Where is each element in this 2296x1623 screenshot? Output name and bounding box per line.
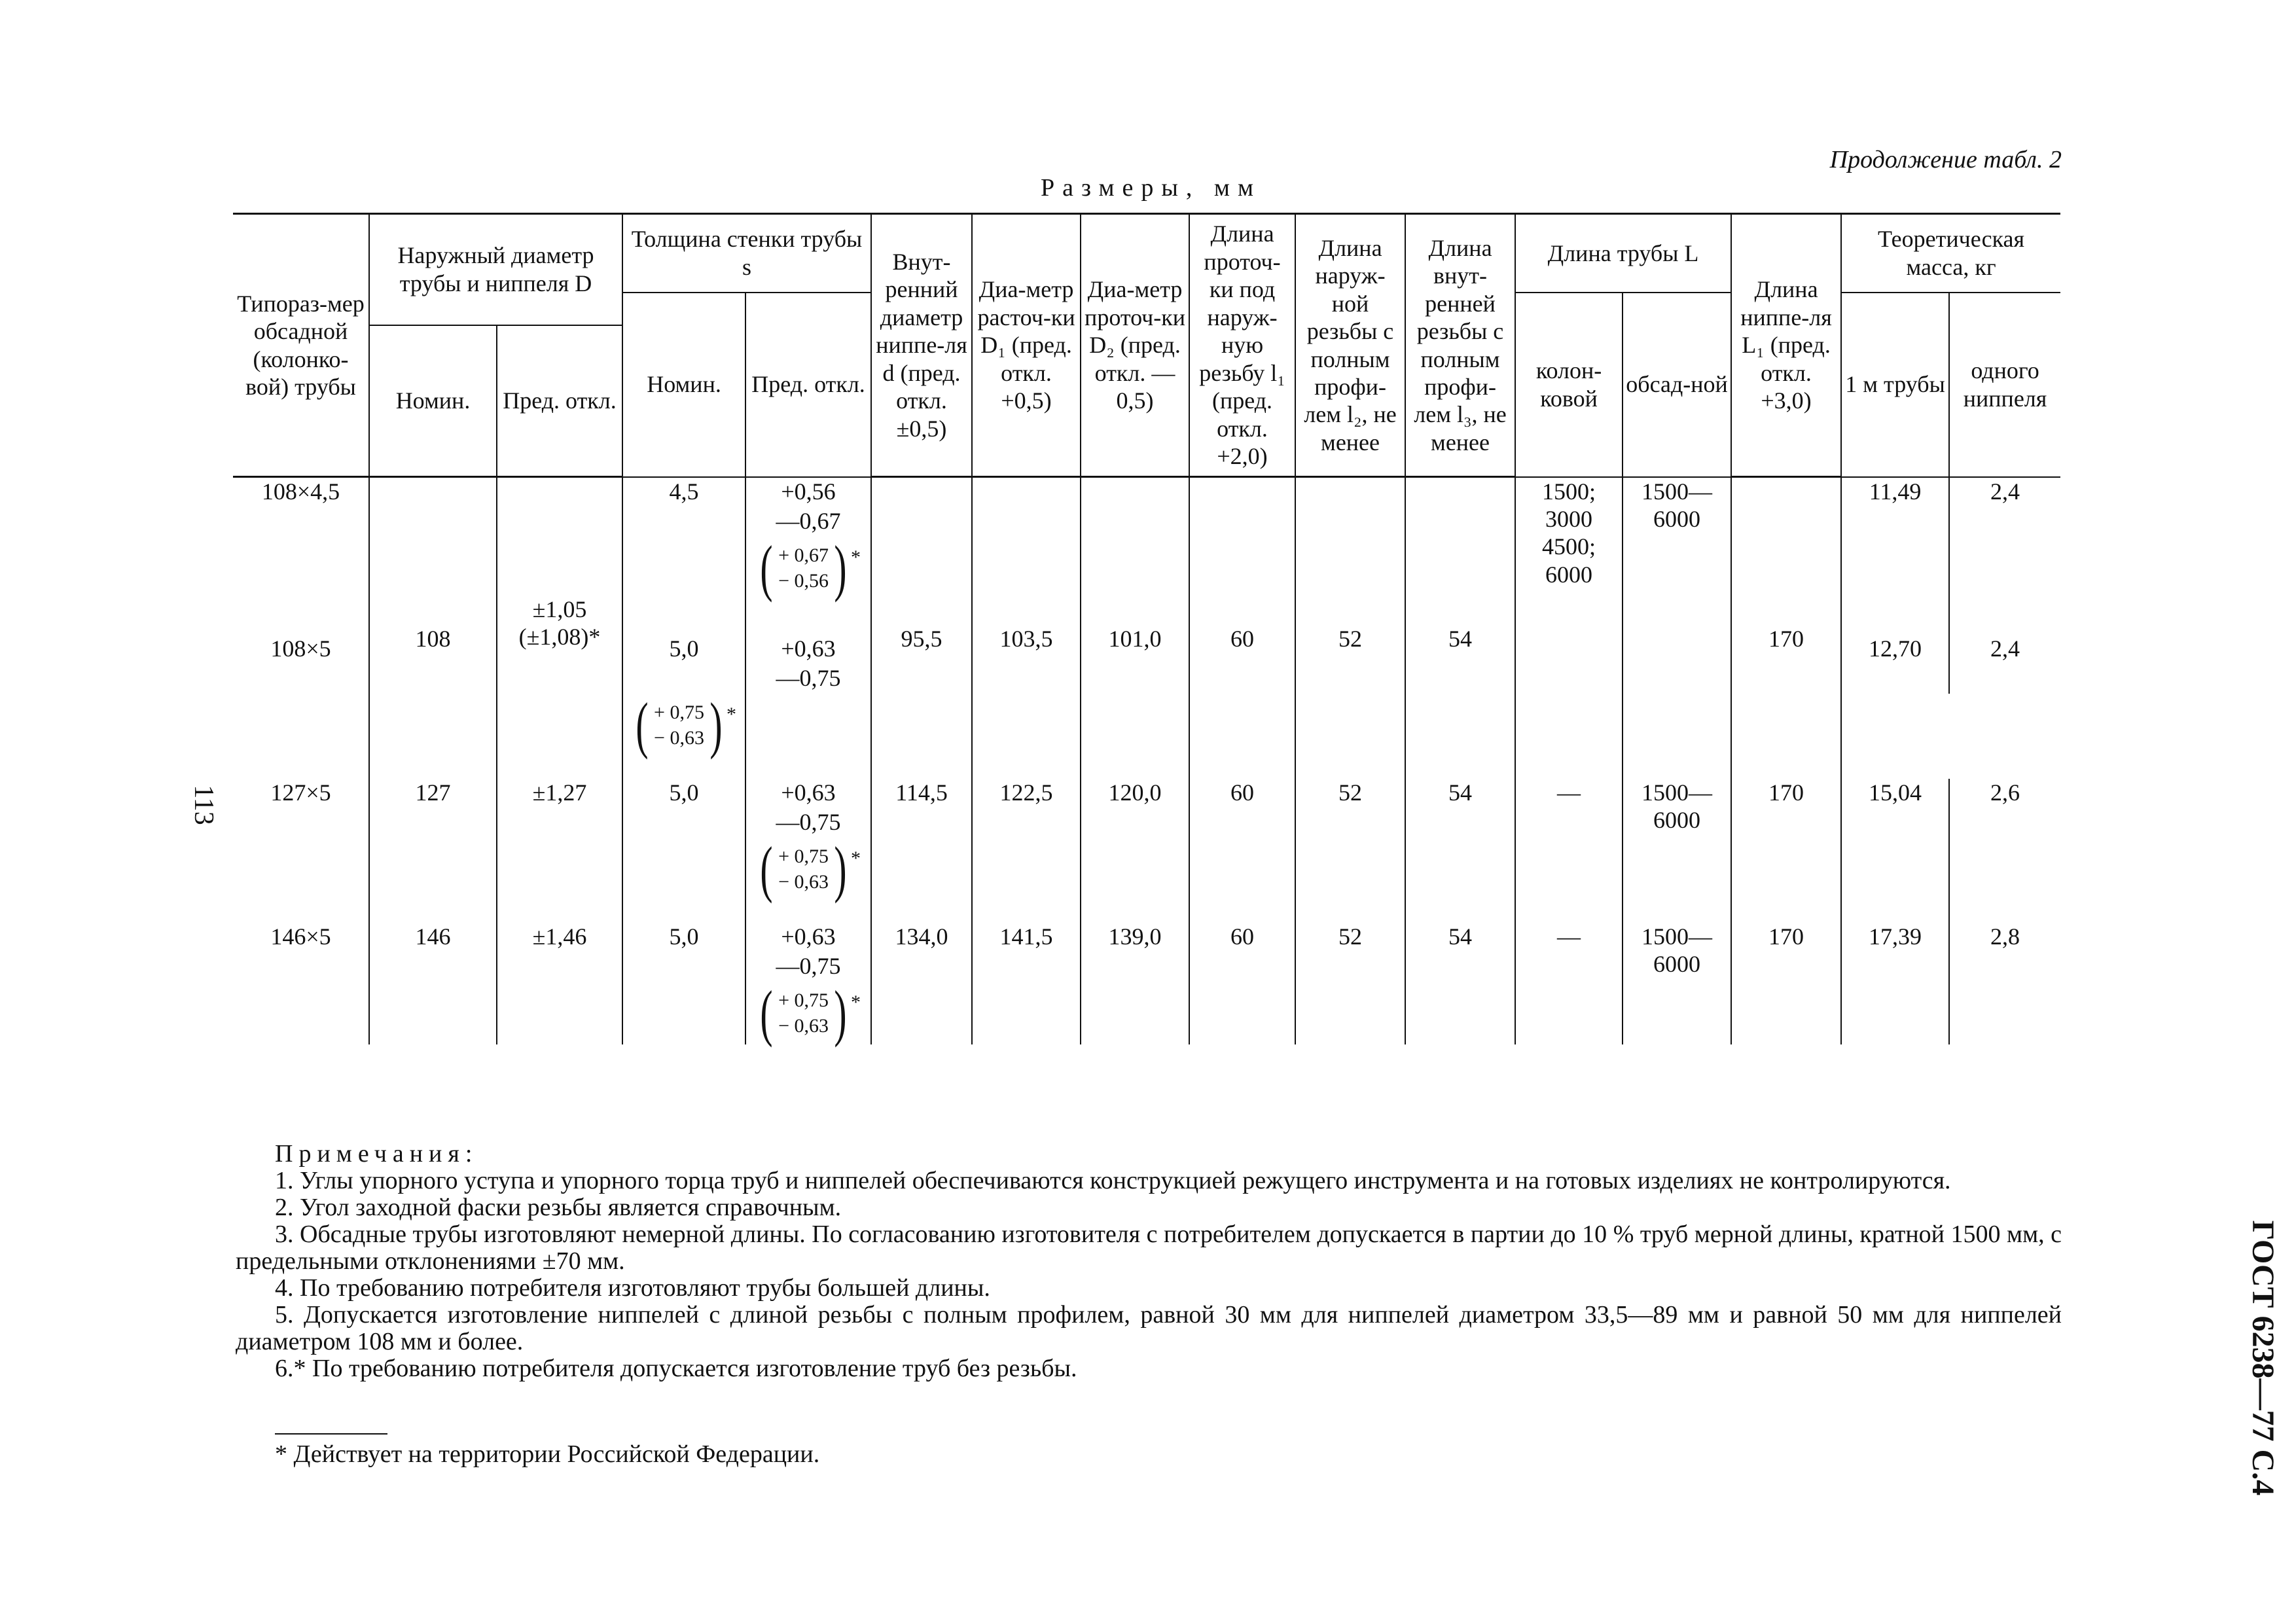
mass-per-nipple-cell: 2,4 xyxy=(1949,477,2060,508)
header-mass-per-meter: 1 м трубы xyxy=(1841,293,1949,477)
units-caption: Размеры, мм xyxy=(1041,174,1262,202)
diameter-nominal-value: 127 xyxy=(369,779,497,808)
external-thread-cell xyxy=(1295,477,1405,694)
note-item: 1. Углы упорного уступа и упорного торца труб и ниппелей обеспечиваются конструкцией режущего инструмента и на готовых изделиях не контролируются. xyxy=(275,1167,1951,1194)
header-internal-thread-length: Длина внут-ренней резьбы с полным профи-лем l₃, не менее xyxy=(1405,214,1515,477)
header-column-pipe: колон-ковой xyxy=(1515,293,1623,477)
header-diameter-nominal: Номин. xyxy=(369,325,497,477)
footnote-divider xyxy=(275,1433,387,1435)
nipple-length-cell xyxy=(1731,477,1841,694)
casing-pipe-length-cell: 1500— 6000 xyxy=(1623,923,1731,982)
header-groove-diameter: Диа-метр проточ-ки D₂ (пред. откл. —0,5) xyxy=(1081,214,1189,477)
wall-deviation-alt: ( + 0,67 − 0,56 ) * xyxy=(745,537,871,622)
mass-per-nipple-cell: 2,8 xyxy=(1949,923,2060,952)
casing-pipe-length-cell: 1500— 6000 xyxy=(1623,779,1731,838)
typesize-cell: 108×5 xyxy=(233,622,369,664)
alt-deviation-plus: + 0,75 xyxy=(778,846,829,867)
wall-nominal-cell: 5,0 xyxy=(622,779,745,808)
wall-deviation-value: +0,56 xyxy=(781,478,836,505)
page-number: 113 xyxy=(188,785,219,825)
wall-deviation-value: +0,63 xyxy=(745,779,871,808)
note-item: 5. Допускается изготовление ниппелей с длиной резьбы с полным профилем, равной 30 мм для ниппелей диаметром 33,5—89 мм и равной 50 мм для ниппелей диаметром 108 мм и более. xyxy=(236,1301,2062,1355)
inner-diameter-value: 134,0 xyxy=(871,923,972,952)
header-mass-per-nipple: одного ниппеля xyxy=(1949,293,2060,477)
groove-length-value: 60 xyxy=(1189,779,1295,808)
table-row xyxy=(233,779,2060,808)
alt-deviation-minus: − 0,63 xyxy=(778,871,829,893)
bore-diameter-cell xyxy=(972,477,1081,694)
mass-per-nipple-cell: 2,6 xyxy=(1949,779,2060,808)
wall-deviation-alt: ( + 0,75 − 0,63 ) * xyxy=(745,982,871,1044)
inner-diameter-value: 114,5 xyxy=(871,779,972,808)
note-item: 2. Угол заходной фаски резьбы является справочным. xyxy=(275,1194,842,1221)
groove-length-cell xyxy=(1189,477,1295,694)
mass-per-meter-cell: 15,04 xyxy=(1841,779,1949,808)
header-wall-thickness: Толщина стенки трубы s xyxy=(622,214,871,293)
external-thread-value: 52 xyxy=(1295,923,1405,952)
header-external-thread-length: Длина наруж-ной резьбы с полным профи-лем l₂, не менее xyxy=(1295,214,1405,477)
internal-thread-cell xyxy=(1405,477,1515,694)
diameter-deviation-value: ±1,46 xyxy=(497,923,622,952)
note-item: 3. Обсадные трубы изготовляют немерной длины. По согласованию изготовителя с потребителем допускается в партии до 10 % труб мерной длины, кратной 1500 мм, с предельными отклонениями ±70 мм. xyxy=(236,1221,2062,1275)
note-item: 4. По требованию потребителя изготовляют трубы большей длины. xyxy=(275,1274,990,1302)
nipple-length-value: 170 xyxy=(1768,626,1804,652)
groove-length-value: 60 xyxy=(1230,626,1255,652)
header-wall-deviation: Пред. откл. xyxy=(745,293,871,477)
continuation-label: Продолжение табл. 2 xyxy=(1829,146,2062,173)
groove-diameter-value: 120,0 xyxy=(1081,779,1189,808)
alt-deviation-plus: + 0,75 xyxy=(778,990,829,1011)
external-thread-value: 52 xyxy=(1295,779,1405,808)
mass-per-meter-cell: 12,70 xyxy=(1841,622,1949,664)
external-thread-value: 52 xyxy=(1338,626,1363,652)
groove-diameter-cell xyxy=(1081,477,1189,694)
header-nipple-length: Длина ниппе-ля L₁ (пред. откл. +3,0) xyxy=(1731,214,1841,477)
notes-title: Примечания: xyxy=(275,1140,478,1168)
wall-deviation-alt: ( + 0,75 − 0,63 ) * xyxy=(622,694,745,779)
wall-deviation-alt: ( + 0,75 − 0,63 ) * xyxy=(745,838,871,923)
inner-diameter-cell xyxy=(871,477,972,694)
wall-deviation-value: +0,63 xyxy=(745,622,871,664)
casing-pipe-length-cell: 1500— 6000 xyxy=(1623,477,1731,694)
header-pipe-length: Длина трубы L xyxy=(1515,214,1731,293)
wall-deviation-cell xyxy=(745,477,871,508)
internal-thread-value: 54 xyxy=(1405,779,1515,808)
mass-per-nipple-cell: 2,4 xyxy=(1949,622,2060,664)
diameter-nominal-value: 108 xyxy=(415,626,451,652)
wall-deviation-minus: —0,75 xyxy=(745,952,871,982)
header-casing-pipe: обсад-ной xyxy=(1623,293,1731,477)
wall-nominal-cell: 5,0 xyxy=(622,622,745,664)
alt-deviation-plus: + 0,67 xyxy=(778,544,829,566)
wall-deviation-value: +0,63 xyxy=(745,923,871,952)
document-reference: ГОСТ 6238—77 С.4 xyxy=(2246,1220,2280,1496)
header-typesize: Типораз-мер обсадной (колонко-вой) трубы xyxy=(233,214,369,477)
groove-diameter-value: 139,0 xyxy=(1081,923,1189,952)
bore-diameter-value: 103,5 xyxy=(999,626,1053,652)
header-inner-diameter: Внут-ренний диаметр ниппе-ля d (пред. откл. ±0,5) xyxy=(871,214,972,477)
wall-nominal-cell: 5,0 xyxy=(622,923,745,952)
footnote: * Действует на территории Российской Федерации. xyxy=(275,1440,820,1468)
dimensions-table xyxy=(233,213,2060,1048)
groove-diameter-value: 101,0 xyxy=(1108,626,1162,652)
typesize-cell: 146×5 xyxy=(233,923,369,952)
alt-deviation-plus: + 0,75 xyxy=(654,702,704,723)
groove-length-value: 60 xyxy=(1189,923,1295,952)
diameter-deviation-value: ±1,05 (±1,08)* xyxy=(518,596,601,651)
diameter-nominal-group-108 xyxy=(369,477,497,694)
column-pipe-length-cell: — xyxy=(1515,779,1623,808)
typesize-cell: 127×5 xyxy=(233,779,369,808)
nipple-length-value: 170 xyxy=(1731,923,1841,952)
header-theoretical-mass: Теоретическая масса, кг xyxy=(1841,214,2060,293)
nipple-length-value: 170 xyxy=(1731,779,1841,808)
wall-deviation-minus: —0,75 xyxy=(745,664,871,694)
bore-diameter-value: 122,5 xyxy=(972,779,1081,808)
alt-deviation-minus: − 0,63 xyxy=(654,727,704,749)
diameter-deviation-value: ±1,27 xyxy=(497,779,622,808)
table-row xyxy=(233,923,2060,952)
bore-diameter-value: 141,5 xyxy=(972,923,1081,952)
column-pipe-length-cell: 1500; 3000 4500; 6000 xyxy=(1515,477,1623,694)
header-groove-length: Длина проточ-ки под наруж-ную резьбу l₁ (пред. откл. +2,0) xyxy=(1189,214,1295,477)
diameter-nominal-value: 146 xyxy=(369,923,497,952)
column-pipe-length-cell: — xyxy=(1515,923,1623,952)
notes-section xyxy=(236,1141,2062,1382)
header-bore-diameter: Диа-метр расточ-ки D₁ (пред. откл. +0,5) xyxy=(972,214,1081,477)
header-wall-nominal: Номин. xyxy=(622,293,745,477)
header-outer-diameter: Наружный диаметр трубы и ниппеля D xyxy=(369,214,622,325)
diameter-deviation-group-108 xyxy=(497,477,622,694)
header-diameter-deviation: Пред. откл. xyxy=(497,325,622,477)
wall-deviation-minus: —0,75 xyxy=(745,808,871,838)
inner-diameter-value: 95,5 xyxy=(901,626,942,652)
mass-per-meter-cell: 11,49 xyxy=(1841,477,1949,508)
alt-deviation-minus: − 0,56 xyxy=(778,570,829,592)
table-row xyxy=(233,477,2060,508)
typesize-cell: 108×4,5 xyxy=(233,477,369,508)
mass-per-meter-cell: 17,39 xyxy=(1841,923,1949,952)
wall-nominal-cell: 4,5 xyxy=(622,477,745,508)
note-item: 6.* По требованию потребителя допускается изготовление труб без резьбы. xyxy=(275,1355,1077,1382)
wall-deviation-minus: —0,67 xyxy=(745,507,871,537)
internal-thread-value: 54 xyxy=(1405,923,1515,952)
alt-deviation-minus: − 0,63 xyxy=(778,1015,829,1037)
internal-thread-value: 54 xyxy=(1448,626,1473,652)
